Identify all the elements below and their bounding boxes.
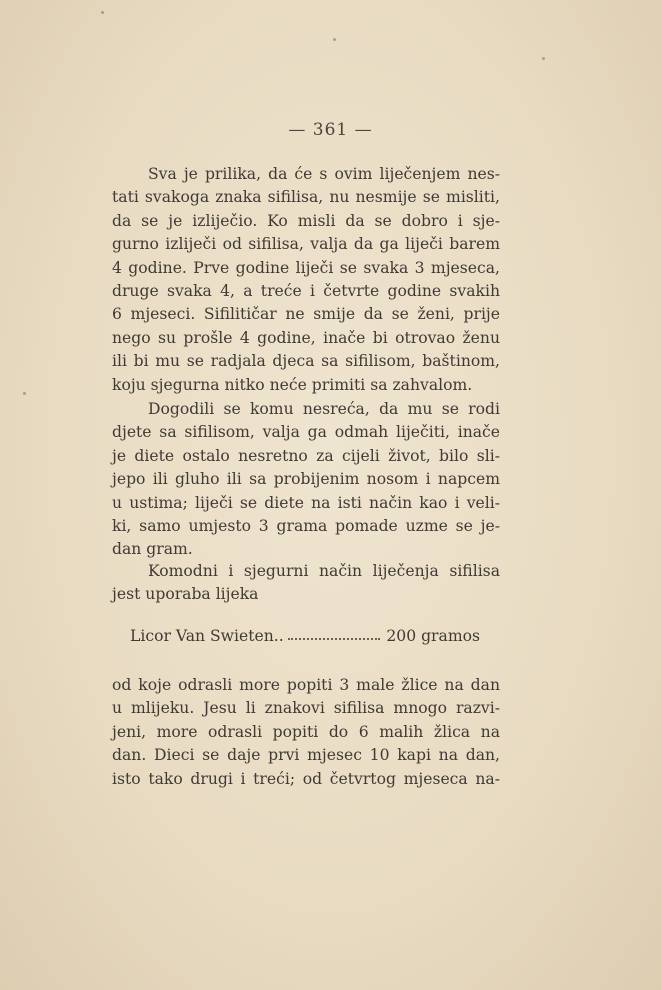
text-line: 6 mjeseci. Sifilitičar ne smije da se ženi, prije [112,305,500,324]
text-line: djete sa sifilisom, valja ga odmah liječiti, inače [112,423,500,442]
text-line: je diete ostalo nesretno za cijeli život, bilo sli- [112,446,500,465]
dot-leader [288,627,381,640]
text-line: ili bi mu se radjala djeca sa sifilisom, baštinom, [112,352,500,371]
paragraph-1 [112,163,500,397]
text-line: isto tako drugi i treći; od četvrtog mjeseca na- [112,769,500,788]
text-line: u ustima; liječi se diete na isti način kao i veli- [112,493,500,512]
text-line: jepo ili gluho ili sa probijenim nosom i napcem [112,470,500,489]
prescription-amount: 200 gramos [386,627,480,645]
text-line: jeni, more odrasli popiti do 6 malih žlica na [112,722,500,741]
paragraph-4 [112,674,500,791]
paragraph-3 [112,560,500,607]
text-line: dan gram. [112,540,193,559]
text-line: dan. Dieci se daje prvi mjesec 10 kapi na dan, [112,746,500,765]
text-line: od koje odrasli more popiti 3 male žlice na dan [112,676,500,694]
text-line: u mlijeku. Jesu li znakovi sifilisa mnogo razvi- [112,699,500,718]
paragraph-2 [112,398,500,562]
text-line: ki, samo umjesto 3 grama pomade uzme se je- [112,517,500,536]
text-line: 4 godine. Prve godine liječi se svaka 3 mjeseca, [112,258,500,277]
text-line: nego su prošle 4 godine, inače bi otrovao ženu [112,328,500,347]
paper-speck [101,11,104,14]
text-line: tati svakoga znaka sifilisa, nu nesmije se misliti, [112,188,500,207]
text-line: da se je izliječio. Ko misli da se dobro i sje- [112,211,500,230]
text-line: jest uporaba lijeka [112,585,259,604]
text-line: Dogodili se komu nesreća, da mu se rodi [148,400,500,418]
prescription-name: Licor Van Swieten.. [130,627,284,645]
text-line: koju sjegurna nitko neće primiti sa zahvalom. [112,375,473,394]
paper-speck [23,392,26,395]
prescription-line [130,627,480,645]
page-number: — 361 — [288,120,373,140]
text-line: gurno izliječi od sifilisa, valja da ga liječi barem [112,235,500,254]
paper-speck [542,57,545,60]
text-line: Sva je prilika, da će s ovim liječenjem nes- [148,165,500,183]
paper-speck [333,38,336,41]
text-line: Komodni i sjegurni način liječenja sifilisa [148,562,500,580]
text-line: druge svaka 4, a treće i četvrte godine svakih [112,282,500,301]
